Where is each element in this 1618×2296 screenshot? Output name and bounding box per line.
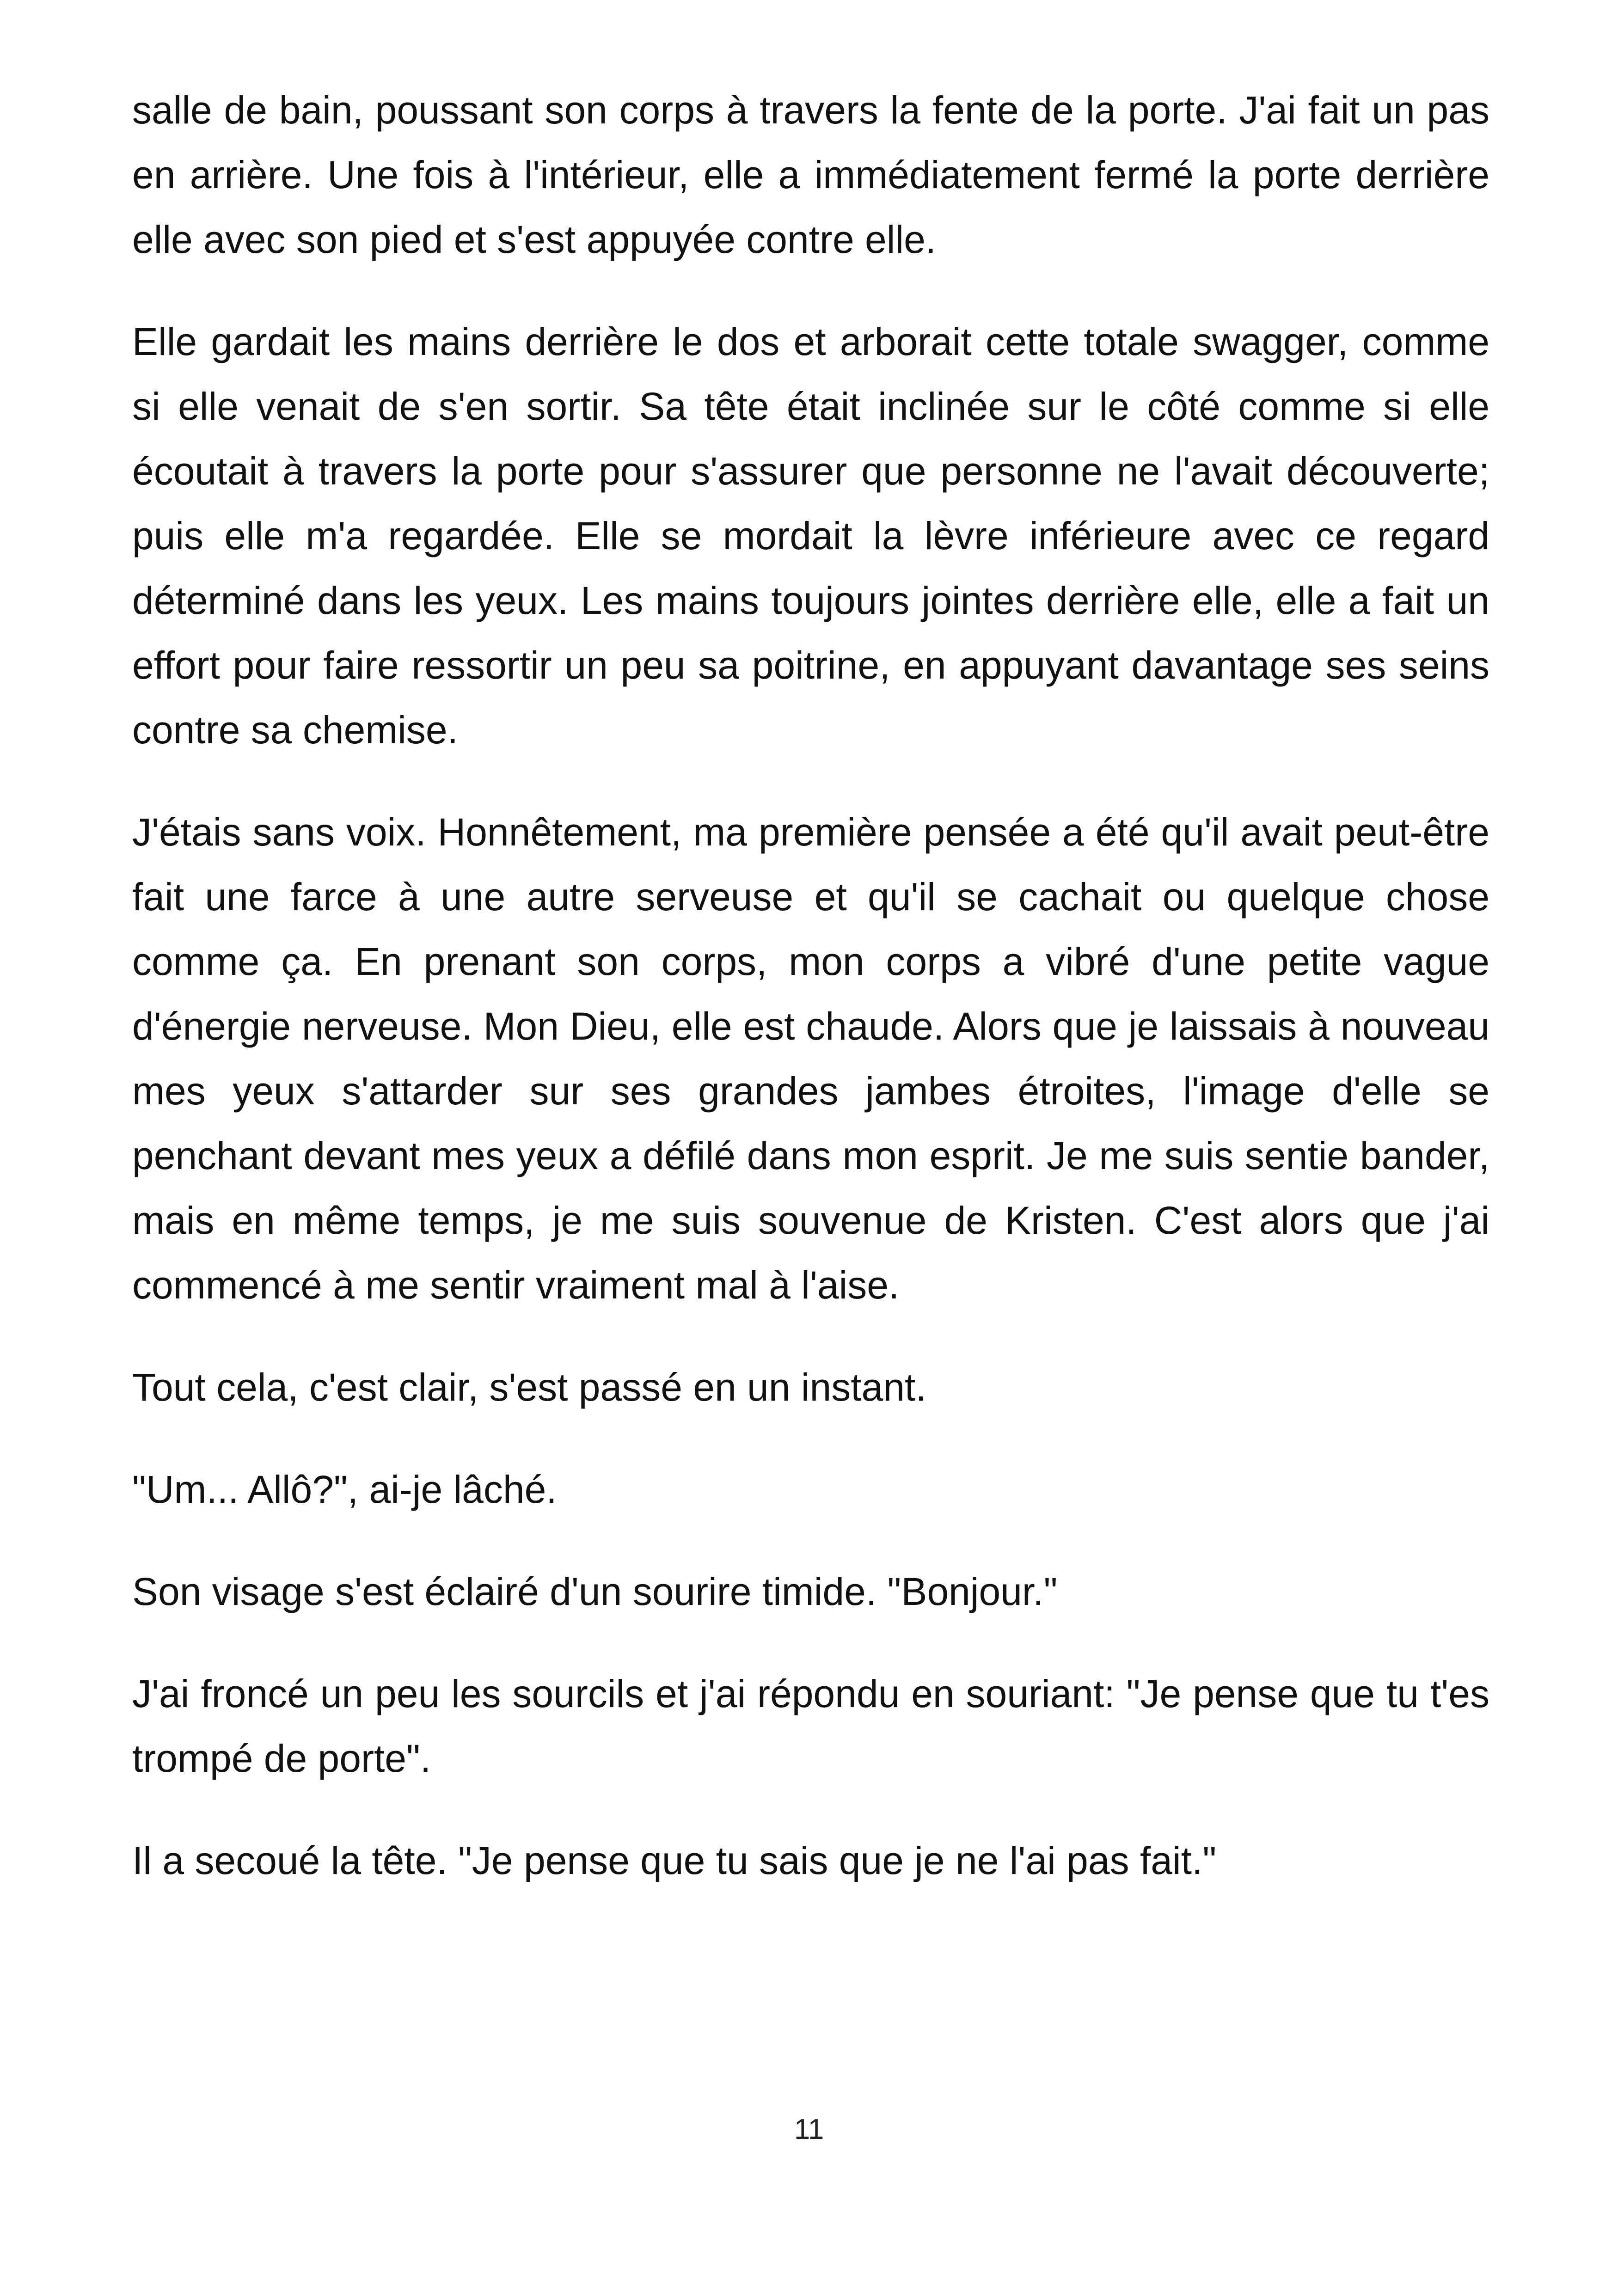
- paragraph: J'étais sans voix. Honnêtement, ma première pensée a été qu'il avait peut-être fait une farce à une autre serveuse et qu'il se cachait ou quelque chose comme ça. En prenant son corps, mon corps a vibré d'une petite vague d'énergie nerveuse. Mon Dieu, elle est chaude. Alors que je laissais à nouveau mes yeux s'attarder sur ses grandes jambes étroites, l'image d'elle se penchant devant mes yeux a défilé dans mon esprit. Je me suis sentie bander, mais en même temps, je me suis souvenue de Kristen. C'est alors que j'ai commencé à me sentir vraiment mal à l'aise.: [132, 810, 1489, 1307]
- body-text: [132, 78, 1489, 1930]
- paragraph: "Um... Allô?", ai-je lâché.: [132, 1468, 557, 1511]
- paragraph: J'ai froncé un peu les sourcils et j'ai répondu en souriant: "Je pense que tu t'es trompé de porte".: [132, 1672, 1489, 1780]
- paragraph: Son visage s'est éclairé d'un sourire timide. "Bonjour.": [132, 1570, 1058, 1613]
- paragraph: salle de bain, poussant son corps à travers la fente de la porte. J'ai fait un pas en arrière. Une fois à l'intérieur, elle a immédiatement fermé la porte derrière elle avec son pied et s'est appuyée contre elle.: [132, 88, 1489, 261]
- paragraph: Il a secoué la tête. "Je pense que tu sais que je ne l'ai pas fait.": [132, 1839, 1217, 1882]
- page-number: 11: [794, 2113, 824, 2145]
- paragraph: Tout cela, c'est clair, s'est passé en un instant.: [132, 1365, 926, 1409]
- paragraph: Elle gardait les mains derrière le dos et arborait cette totale swagger, comme si elle venait de s'en sortir. Sa tête était inclinée sur le côté comme si elle écoutait à travers la porte pour s'assurer que personne ne l'avait découverte; puis elle m'a regardée. Elle se mordait la lèvre inférieure avec ce regard déterminé dans les yeux. Les mains toujours jointes derrière elle, elle a fait un effort pour faire ressortir un peu sa poitrine, en appuyant davantage ses seins contre sa chemise.: [132, 320, 1489, 752]
